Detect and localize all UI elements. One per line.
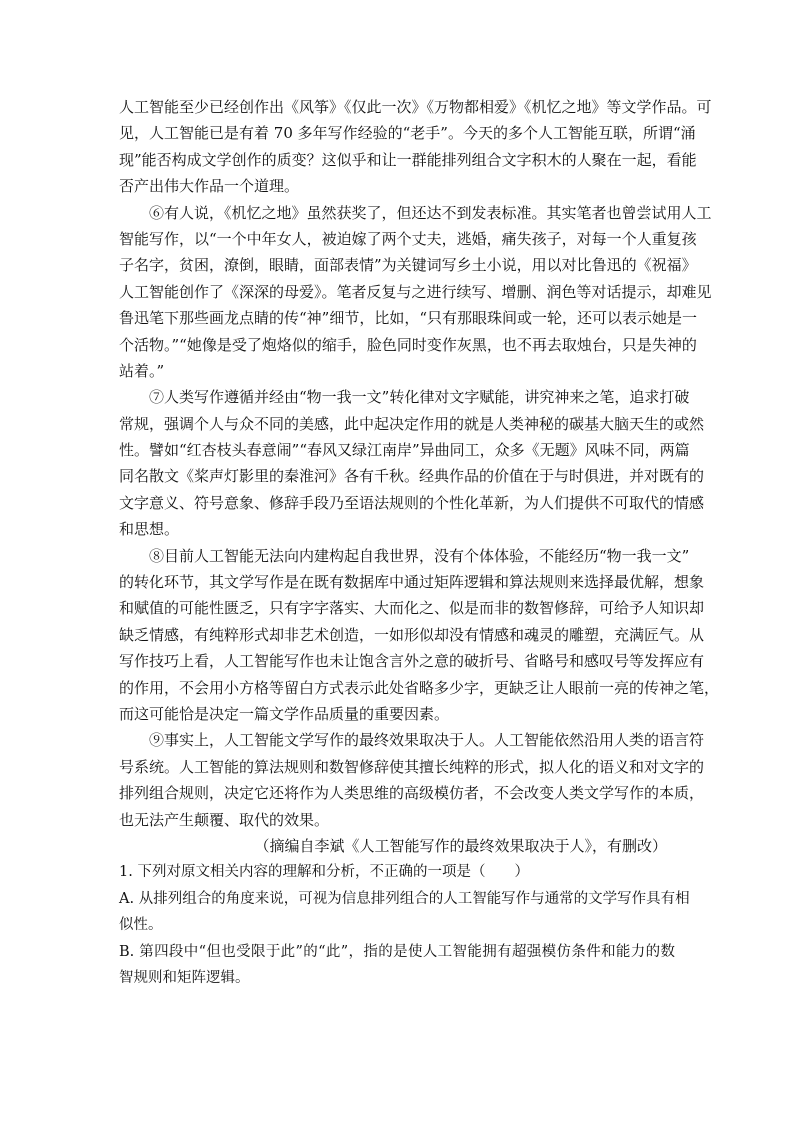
paragraph-7 [119, 384, 705, 542]
text-line: 鲁迅笔下那些画龙点睛的传“神”细节，比如，“只有那眼珠间或一轮，还可以表示她是一 [119, 309, 698, 328]
paragraph-8 [119, 543, 720, 728]
text-line: ⑧目前人工智能无法向内建构起自我世界，没有个体体验，不能经历“物一我一文” [149, 546, 690, 565]
question-block [119, 859, 690, 991]
question-stem: 1. 下列对原文相关内容的理解和分析，不正确的一项是（ ） [119, 864, 529, 881]
source-citation: （摘编自李斌《人工智能写作的最终效果取决于人》，有删改） [254, 836, 667, 855]
text-line: 智能写作，以“一个中年女人，被迫嫁了两个丈夫，逃婚，痛失孩子，对每一个人重复孩 [119, 229, 697, 248]
text-line: 写作技巧上看，人工智能写作也未让饱含言外之意的破折号、省略号和感叹号等发挥应有 [119, 652, 705, 671]
text-line: 缺乏情感，有纯粹形式却非艺术创造，一如形似却没有情感和魂灵的雕塑，充满匠气。从 [119, 625, 705, 644]
text-line: 现”能否构成文学创作的质变？这似乎和让一群能排列组合文字积木的人聚在一起，看能 [119, 150, 697, 169]
text-line: 的作用，不会用小方格等留白方式表示此处省略多少字，更缺乏让人眼前一亮的传神之笔， [119, 678, 720, 697]
text-line: 性。譬如“红杏枝头春意闹”“春风又绿江南岸”异曲同工，众多《无题》风味不同，两篇 [119, 441, 690, 460]
text-line: 否产出伟大作品一个道理。 [119, 177, 300, 196]
text-line: 的转化环节，其文学写作是在既有数据库中通过矩阵逻辑和算法规则来选择最优解，想象 [119, 573, 705, 592]
option-a [119, 886, 690, 939]
text-line: ⑨事实上，人工智能文学写作的最终效果取决于人。人工智能依然沿用人类的语言符 [149, 731, 705, 750]
option-b [119, 939, 675, 992]
text-line: 和赋值的可能性匮乏，只有字字落实、大而化之、似是而非的数智修辞，可给予人知识却 [119, 599, 705, 618]
paragraph-5-continued [119, 94, 712, 200]
text-line: ⑦人类写作遵循并经由“物一我一文”转化律对文字赋能，讲究神来之笔，追求打破 [149, 388, 690, 407]
text-line: ⑥有人说，《机忆之地》虽然获奖了，但还达不到发表标准。其实笔者也曾尝试用人工 [149, 203, 712, 222]
document-page [119, 94, 720, 991]
text-line: 文字意义、符号意象、修辞手段乃至语法规则的个性化革新，为人们提供不可取代的情感 [119, 493, 705, 512]
text-line: 常规，强调个人与众不同的美感，此中起决定作用的就是人类神秘的碳基大脑天生的或然 [119, 414, 705, 433]
text-line: 同名散文《桨声灯影里的秦淮河》各有千秋。经典作品的价值在于与时俱进，并对既有的 [119, 467, 705, 486]
text-line: 和思想。 [119, 520, 180, 539]
option-line: 智规则和矩阵逻辑。 [119, 969, 250, 986]
text-line: 人工智能至少已经创作出《风筝》《仅此一次》《万物都相爱》《机忆之地》等文学作品。可 [119, 98, 712, 116]
text-line: 站着。” [119, 361, 165, 380]
text-line: 见，人工智能已是有着 70 多年写作经验的“老手”。今天的多个人工智能互联，所谓“涌 [119, 124, 696, 143]
text-line: 号系统。人工智能的算法规则和数智修辞使其擅长纯粹的形式，拟人化的语义和对文字的 [119, 757, 705, 776]
text-line: 而这可能恰是决定一篇文学作品质量的重要因素。 [119, 704, 450, 723]
paragraph-6 [119, 200, 712, 385]
option-line: B. 第四段中“但也受限于此”的“此”，指的是使人工智能拥有超强模仿条件和能力的数 [119, 943, 675, 960]
text-line: 排列组合规则，决定它还将作为人类思维的高级模仿者，不会改变人类文学写作的本质， [119, 784, 705, 803]
text-line: 人工智能创作了《深深的母爱》。笔者反复与之进行续写、增删、润色等对话提示，却难见 [119, 282, 712, 301]
text-line: 也无法产生颠覆、取代的效果。 [119, 810, 330, 829]
option-line: A. 从排列组合的角度来说，可视为信息排列组合的人工智能写作与通常的文学写作具有相 [119, 890, 690, 907]
text-line: 子名字，贫困，潦倒，眼睛，面部表情”为关键词写乡土小说，用以对比鲁迅的《祝福》 [119, 256, 697, 275]
paragraph-9 [119, 727, 705, 833]
option-line: 似性。 [119, 917, 163, 934]
text-line: 个活物。”“她像是受了炮烙似的缩手，脸色同时变作灰黑，也不再去取烛台，只是失神的 [119, 335, 697, 354]
